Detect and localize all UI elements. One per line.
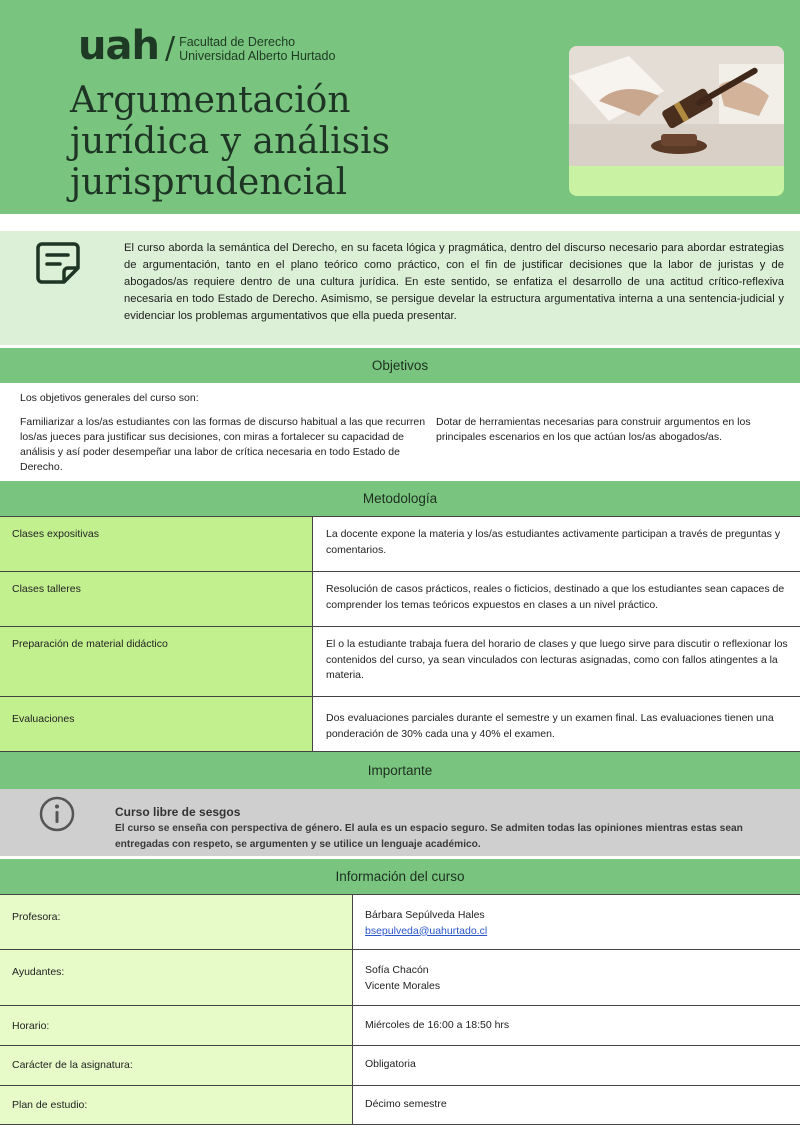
metodologia-label: Preparación de material didáctico [0, 627, 313, 696]
caracter-value: Obligatoria [353, 1046, 800, 1085]
university-name: Universidad Alberto Hurtado [179, 49, 336, 63]
title-line-1: Argumentación [70, 80, 351, 121]
profesora-label: Profesora: [0, 895, 353, 949]
metodologia-text: El o la estudiante trabaja fuera del horario de clases y que luego sirve para discutir o reflexionar los contenidos del curso, ya sean vinculados con lecturas asignadas, como con fallos atingentes a la materia. [313, 627, 800, 696]
logo-text [179, 35, 335, 63]
ayudantes-label: Ayudantes: [0, 950, 353, 1005]
importante-title: Curso libre de sesgos [115, 805, 241, 819]
ayudante-name: Sofía Chacón [365, 964, 429, 976]
university-logo [78, 23, 336, 69]
table-row [0, 516, 800, 571]
faculty-name: Facultad de Derecho [179, 35, 296, 49]
note-icon [34, 238, 82, 286]
ayudantes-value [353, 950, 800, 1005]
gavel-photo [569, 46, 784, 166]
metodologia-text: La docente expone la materia y los/as estudiantes activamente participan a través de preguntas y comentarios. [313, 517, 800, 571]
logo-mark: uah [78, 23, 159, 69]
metodologia-heading: Metodología [0, 481, 800, 516]
metodologia-text: Dos evaluaciones parciales durante el semestre y un examen final. Las evaluaciones tienen una ponderación de 30% cada una y 40% el examen. [313, 697, 800, 751]
table-row [0, 626, 800, 696]
plan-label: Plan de estudio: [0, 1086, 353, 1124]
horario-value: Miércoles de 16:00 a 18:50 hrs [353, 1006, 800, 1045]
ayudante-name: Vicente Morales [365, 979, 441, 992]
horario-label: Horario: [0, 1006, 353, 1045]
page-title [70, 80, 540, 203]
info-heading: Información del curso [0, 859, 800, 894]
importante-heading: Importante [0, 752, 800, 789]
table-row [0, 571, 800, 626]
metodologia-label: Evaluaciones [0, 697, 313, 751]
metodologia-label: Clases talleres [0, 572, 313, 626]
gavel-illustration [569, 46, 784, 166]
objetivos-heading: Objetivos [0, 348, 800, 383]
table-row [0, 1005, 800, 1045]
metodologia-text: Resolución de casos prácticos, reales o ficticios, destinado a que los estudiantes sean capaces de comprender los temas teóricos expuestos en clases a un nivel práctico. [313, 572, 800, 626]
profesora-name: Bárbara Sepúlveda Hales [365, 909, 485, 921]
table-row [0, 1085, 800, 1125]
table-row [0, 1045, 800, 1085]
metodologia-label: Clases expositivas [0, 517, 313, 571]
objetivo-item-1: Familiarizar a los/as estudiantes con las formas de discurso habitual a las que recurren los/as jueces para justificar sus decisiones, con miras a fortalecer su capacidad de análisis y así poder desempeñar una labor de crítica necesaria en todo Estado de Derecho. [20, 416, 426, 473]
caracter-label: Carácter de la asignatura: [0, 1046, 353, 1085]
course-description: El curso aborda la semántica del Derecho, en su faceta lógica y pragmática, dentro del discurso necesario para abordar estrategias de argumentación, tanto en el plano teórico como práctico, con el fin de justificar decisiones que la labor de juristas y de abogados/as requiere dentro de una cultura jurídica. En este sentido, se enfatiza el desarrollo de una actitud crítico-reflexiva necesaria en todo Estado de Derecho. Asimismo, se persigue develar la estructura argumentativa interna a una sentencia-judicial y evidenciar los problemas argumentativos que ella pueda presentar. [124, 242, 784, 322]
profesora-email-link[interactable]: bsepulveda@uahurtado.cl [365, 924, 488, 937]
plan-value: Décimo semestre [353, 1086, 800, 1124]
table-row [0, 949, 800, 1005]
objetivo-item-2: Dotar de herramientas necesarias para construir argumentos en los principales escenarios en los que actúan los/as abogados/as. [436, 416, 751, 443]
header-image-frame [569, 46, 784, 196]
table-row [0, 696, 800, 752]
logo-slash: / [164, 30, 176, 66]
profesora-value [353, 895, 800, 949]
info-icon [38, 795, 76, 833]
title-line-2: jurídica y análisis [70, 121, 391, 162]
importante-text: El curso se enseña con perspectiva de género. El aula es un espacio seguro. Se admiten todas las opiniones mientras estas sean entregadas con respeto, se argumenten y se utilice un lenguaje académico. [115, 823, 743, 850]
objetivos-intro: Los objetivos generales del curso son: [20, 392, 199, 404]
title-line-3: jurisprudencial [70, 162, 348, 203]
table-row [0, 894, 800, 949]
